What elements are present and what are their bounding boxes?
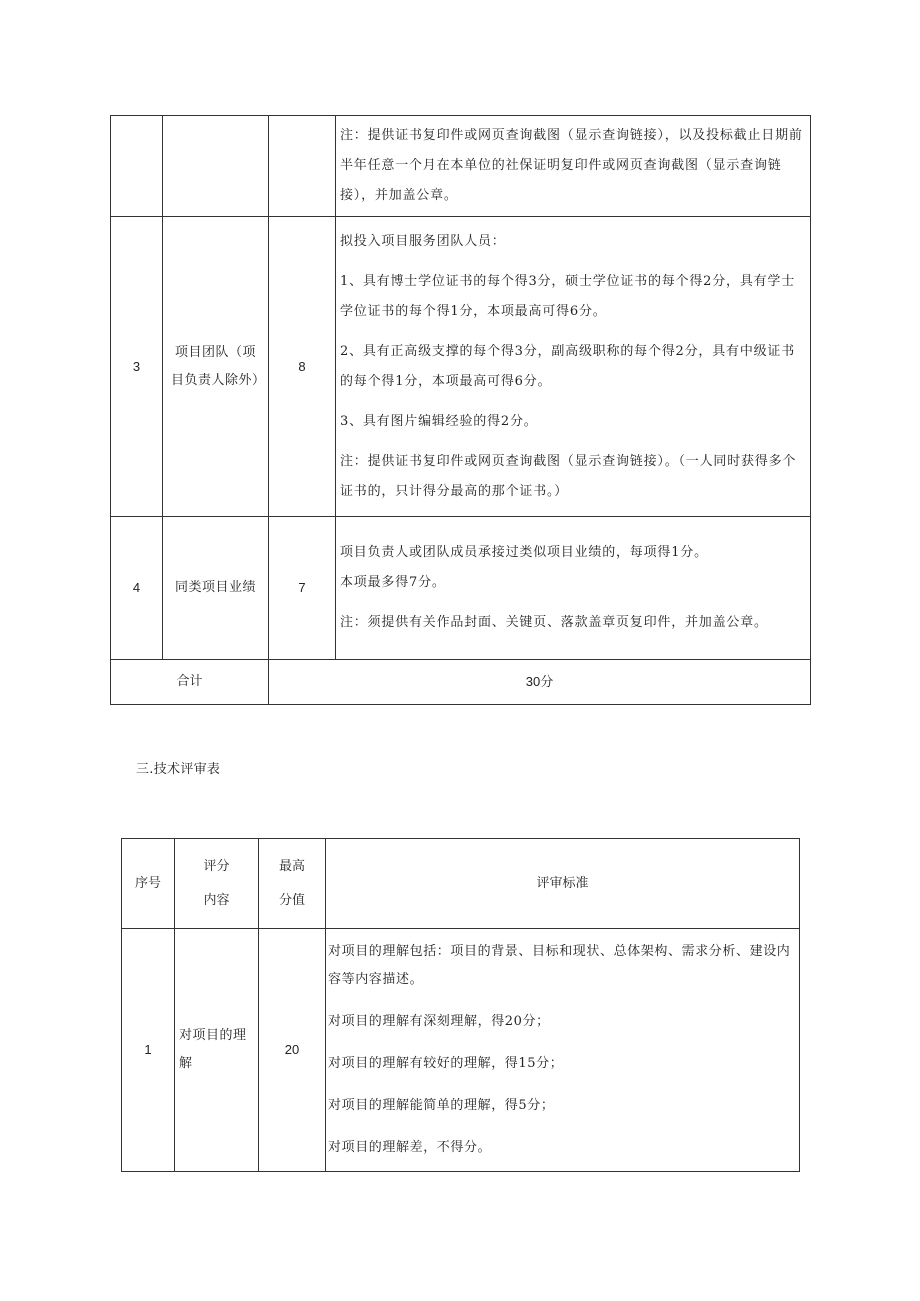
criteria-line: 对项目的理解有深刻理解，得20分； (328, 1014, 550, 1029)
criteria-line: 对项目的理解有较好的理解，得15分； (328, 1056, 564, 1071)
seq-cell: 1 (122, 929, 175, 1172)
scoring-table-business (110, 115, 811, 705)
table-row (111, 116, 811, 217)
scoring-table-technical (121, 838, 800, 1172)
name-cell (163, 116, 269, 217)
criteria-cell (336, 517, 811, 660)
header-max-line1: 最高 (278, 858, 305, 874)
name-cell: 对项目的理解 (175, 929, 259, 1172)
header-seq: 序号 (122, 839, 175, 929)
criteria-line: 注：提供证书复印件或网页查询截图（显示查询链接），以及投标截止日期前半年任意一个月在本单位的社保证明复印件或网页查询截图（显示查询链接），并加盖公章。 (340, 128, 803, 203)
criteria-cell (326, 929, 800, 1172)
total-label: 合计 (111, 660, 269, 705)
table-row (122, 929, 800, 1172)
header-max-score (259, 839, 326, 929)
section-title: 三.技术评审表 (136, 762, 221, 777)
score-cell: 8 (269, 217, 336, 517)
header-max-line2: 分值 (278, 892, 305, 908)
criteria-line: 对项目的理解包括：项目的背景、目标和现状、总体架构、需求分析、建设内容等内容描述。 (328, 944, 791, 987)
criteria-line: 对项目的理解能简单的理解，得5分； (328, 1098, 555, 1113)
criteria-line: 对项目的理解差，不得分。 (328, 1140, 492, 1155)
table-row (111, 217, 811, 517)
total-row (111, 660, 811, 705)
criteria-line: 2、具有正高级支撑的每个得3分，副高级职称的每个得2分，具有中级证书的每个得1分，本项最高可得6分。 (340, 343, 796, 389)
seq-cell: 3 (111, 217, 163, 517)
header-content-line1: 评分 (203, 858, 230, 874)
score-cell: 20 (259, 929, 326, 1172)
name-cell: 同类项目业绩 (163, 517, 269, 660)
header-content (175, 839, 259, 929)
header-content-line2: 内容 (203, 892, 230, 908)
criteria-line: 本项最多得7分。 (340, 575, 446, 590)
seq-cell: 4 (111, 517, 163, 660)
seq-cell (111, 116, 163, 217)
criteria-line: 注：须提供有关作品封面、关键页、落款盖章页复印件，并加盖公章。 (340, 615, 768, 630)
score-cell (269, 116, 336, 217)
total-value: 30分 (269, 660, 811, 705)
criteria-line: 1、具有博士学位证书的每个得3分，硕士学位证书的每个得2分，具有学士学位证书的每个得1分，本项最高可得6分。 (340, 273, 796, 319)
name-cell: 项目团队（项目负责人除外） (163, 217, 269, 517)
table-row (111, 517, 811, 660)
header-row (122, 839, 800, 929)
criteria-line: 3、具有图片编辑经验的得2分。 (340, 413, 538, 429)
criteria-cell (336, 217, 811, 517)
criteria-line: 注：提供证书复印件或网页查询截图（显示查询链接）。（一人同时获得多个证书的，只计得分最高的那个证书。） (340, 453, 797, 499)
header-criteria: 评审标准 (326, 839, 800, 929)
criteria-line: 项目负责人或团队成员承接过类似项目业绩的，每项得1分。 (340, 545, 708, 560)
criteria-cell (336, 116, 811, 217)
criteria-line: 拟投入项目服务团队人员： (340, 233, 506, 249)
score-cell: 7 (269, 517, 336, 660)
